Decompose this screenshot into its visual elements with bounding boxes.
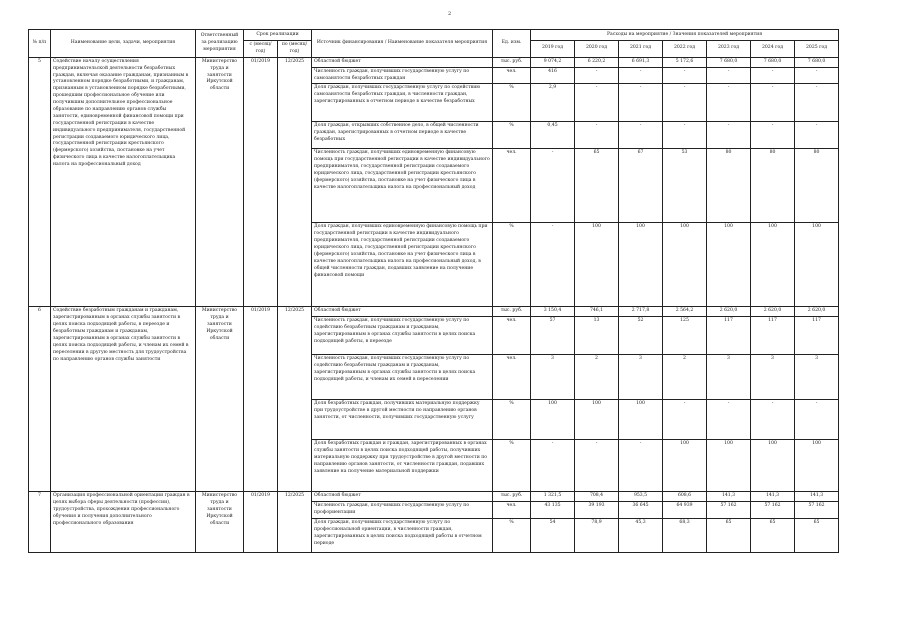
row-value: - — [531, 149, 575, 223]
row-value: - — [663, 84, 707, 122]
row-value: 141,3 — [707, 492, 751, 502]
row-value: - — [531, 440, 575, 492]
row-label: Доля безработных граждан и граждан, зарегистрированных в органах службы занятости в целях поиска подходящей работы, получивших материальную поддержку при трудоустройстве в другой местности по направлению органов занятости, от численности граждан, подавших заявление на получение материальной поддержки — [312, 440, 493, 492]
row-value: 64 939 — [663, 502, 707, 519]
header-responsible: Ответственный за реализацию мероприятия — [196, 30, 244, 58]
row-label: Численность граждан, получивших государственную услугу по содействию безработным гражданам и гражданам, зарегистрированным в органах службы занятости в целях поиска подходящей работы, в переезде — [312, 317, 493, 355]
row-value: 80 — [795, 149, 839, 223]
row-value: 57 162 — [795, 502, 839, 519]
row-value: 2 — [575, 355, 619, 400]
row-value: 416 — [531, 67, 575, 84]
row-unit: % — [493, 519, 531, 553]
row-label: Областной бюджет — [312, 492, 493, 502]
section-to: 12/2025 — [278, 57, 312, 307]
row-value: 7 680,0 — [707, 57, 751, 67]
row-label: Областной бюджет — [312, 57, 493, 67]
row-value: - — [751, 84, 795, 122]
row-value: 1 321,5 — [531, 492, 575, 502]
row-value: 100 — [575, 223, 619, 307]
row-value: - — [575, 440, 619, 492]
row-value: - — [751, 400, 795, 440]
row-value: - — [575, 122, 619, 149]
row-value: 45,3 — [619, 519, 663, 553]
row-unit: % — [493, 84, 531, 122]
row-value: 3 — [795, 355, 839, 400]
table-row — [29, 307, 839, 317]
row-value: - — [663, 122, 707, 149]
row-value: 100 — [531, 400, 575, 440]
row-value: - — [795, 67, 839, 84]
row-unit: чел. — [493, 355, 531, 400]
row-value: 3 — [531, 355, 575, 400]
row-value: 54 — [531, 519, 575, 553]
row-value: 2 620,0 — [795, 307, 839, 317]
row-value: 3 — [707, 355, 751, 400]
row-value: 100 — [663, 440, 707, 492]
row-unit: чел. — [493, 67, 531, 84]
row-value: - — [575, 84, 619, 122]
row-value: 141,3 — [751, 492, 795, 502]
row-value: 117 — [707, 317, 751, 355]
row-unit: % — [493, 122, 531, 149]
row-value: 0,45 — [531, 122, 575, 149]
row-value: 100 — [619, 223, 663, 307]
section-to: 12/2025 — [278, 492, 312, 553]
row-unit: % — [493, 223, 531, 307]
section-number: 6 — [29, 307, 51, 492]
row-value: - — [619, 122, 663, 149]
row-value: 100 — [751, 440, 795, 492]
row-value: - — [795, 84, 839, 122]
row-value: 608,6 — [663, 492, 707, 502]
row-value: 65 — [795, 519, 839, 553]
header-period: Срок реализации — [244, 30, 312, 41]
row-value: 953,5 — [619, 492, 663, 502]
section-name: Содействие началу осуществления предпринимательской деятельности безработных граждан, включая оказание гражданам, признанным в установленном порядке безработными, и гражданам, признанным в установленном порядке безработными, прошедшим профессиональное обучение или получившим дополнительное профессиональное образование по направлению органов службы занятости, единовременной финансовой помощи при государственной регистрации в качестве индивидуального предпринимателя, государственной регистрации создаваемого юридического лица, государственной регистрации крестьянского (фермерского) хозяйства, постановке на учет физического лица в качестве налогоплательщика налога на профессиональный доход — [51, 57, 196, 307]
table-row — [29, 57, 839, 67]
section-number: 7 — [29, 492, 51, 553]
section-from: 01/2019 — [244, 57, 278, 307]
program-table — [28, 29, 839, 553]
page-number: 2 — [448, 11, 452, 17]
header-year: 2021 год — [619, 41, 663, 58]
row-value: 2 — [663, 355, 707, 400]
header-source: Источник финансирования / Наименование показателя мероприятия — [312, 30, 493, 58]
row-value: - — [707, 67, 751, 84]
table-body — [29, 57, 839, 552]
section-name: Организация профессиональной ориентации граждан в целях выбора сферы деятельности (профессии), трудоустройства, прохождения профессионального обучения и получения дополнительного профессионального образования — [51, 492, 196, 553]
row-value: 65 — [575, 149, 619, 223]
row-value: 2 717,8 — [619, 307, 663, 317]
row-unit: тыс. руб. — [493, 492, 531, 502]
row-label: Доля граждан, получивших государственную услугу по профессиональной ориентации, в численности граждан, зарегистрированных в целях поиска подходящей работы в отчетном периоде — [312, 519, 493, 553]
row-value: 100 — [619, 400, 663, 440]
row-value: - — [751, 67, 795, 84]
row-value: 708,4 — [575, 492, 619, 502]
row-value: 6 691,3 — [619, 57, 663, 67]
row-value: 65 — [751, 519, 795, 553]
row-value: 65 — [707, 519, 751, 553]
row-value: - — [663, 67, 707, 84]
row-value: - — [795, 400, 839, 440]
row-label: Численность граждан, получивших государственную услугу по самозанятости безработных граждан — [312, 67, 493, 84]
section-from: 01/2019 — [244, 492, 278, 553]
row-value: 80 — [751, 149, 795, 223]
row-value: 100 — [795, 223, 839, 307]
row-value: 3 150,4 — [531, 307, 575, 317]
row-label: Доля граждан, получивших единовременную финансовую помощь при государственной регистрации в качестве индивидуального предпринимателя, государственной регистрации создаваемого юридического лица, государственной регистрации крестьянского (фермерского) хозяйства, постановке на учет физического лица в качестве налогоплательщика налога на профессиональный доход, в общей численности граждан, подавших заявление на получение финансовой помощи — [312, 223, 493, 307]
header-year: 2019 год — [531, 41, 575, 58]
row-value: 36 645 — [619, 502, 663, 519]
row-value: 141,3 — [795, 492, 839, 502]
section-responsible: Министерство труда и занятости Иркутской области — [196, 492, 244, 553]
row-value: 100 — [795, 440, 839, 492]
row-label: Численность граждан, получивших государственную услугу по профориентации — [312, 502, 493, 519]
row-value: - — [619, 67, 663, 84]
row-value: - — [707, 122, 751, 149]
row-unit: чел. — [493, 149, 531, 223]
header-name: Наименование цели, задачи, мероприятия — [51, 30, 196, 58]
row-unit: тыс. руб. — [493, 57, 531, 67]
row-value: 80 — [707, 149, 751, 223]
header-year: 2020 год — [575, 41, 619, 58]
row-value: 100 — [663, 223, 707, 307]
row-unit: тыс. руб. — [493, 307, 531, 317]
header-unit: Ед. изм. — [493, 30, 531, 58]
row-value: 2 564,2 — [663, 307, 707, 317]
row-value: 68,3 — [663, 519, 707, 553]
row-value: 117 — [751, 317, 795, 355]
row-label: Численность граждан, получивших единовременную финансовую помощь при государственной регистрации в качестве индивидуального предпринимателя, государственной регистрации создаваемого юридического лица, государственной регистрации крестьянского (фермерского) хозяйства, постановке на учет физического лица в качестве налогоплательщика налога на профессиональный доход — [312, 149, 493, 223]
row-value: 13 — [575, 317, 619, 355]
row-label: Областной бюджет — [312, 307, 493, 317]
row-value: 2 620,0 — [707, 307, 751, 317]
row-value: 53 — [663, 149, 707, 223]
row-value: - — [707, 400, 751, 440]
row-label: Доля граждан, открывших собственное дело, в общей численности граждан, зарегистрированных в отчетном периоде в качестве безработных — [312, 122, 493, 149]
row-value: - — [707, 84, 751, 122]
header-year: 2023 год — [707, 41, 751, 58]
row-value: 52 — [619, 317, 663, 355]
table-row — [29, 492, 839, 502]
header-volumes: Расходы на мероприятие / Значения показателей мероприятия — [531, 30, 839, 41]
header-year: 2022 год — [663, 41, 707, 58]
row-value: 7 680,0 — [751, 57, 795, 67]
section-to: 12/2025 — [278, 307, 312, 492]
row-value: 43 135 — [531, 502, 575, 519]
section-from: 01/2019 — [244, 307, 278, 492]
row-value: 3 — [751, 355, 795, 400]
section-name: Содействие безработным гражданам и гражданам, зарегистрированным в органах службы занятости в целях поиска подходящей работы, в переезде и безработным гражданам и гражданам, зарегистрированным в органах службы занятости в целях поиска подходящей работы, и членам их семей в переселении в другую местность для трудоустройства по направлению органов службы занятости — [51, 307, 196, 492]
row-value: 57 162 — [751, 502, 795, 519]
row-value: 5 172,6 — [663, 57, 707, 67]
row-unit: % — [493, 440, 531, 492]
row-value: 57 — [531, 317, 575, 355]
row-value: 2,9 — [531, 84, 575, 122]
row-value: 117 — [795, 317, 839, 355]
header-year: 2025 год — [795, 41, 839, 58]
row-value: 100 — [707, 223, 751, 307]
row-value: 6 220,2 — [575, 57, 619, 67]
row-value: 100 — [751, 223, 795, 307]
row-value: 2 620,0 — [751, 307, 795, 317]
header-year: 2024 год — [751, 41, 795, 58]
header-to: по (месяц/ год) — [278, 41, 312, 58]
row-value: 78,9 — [575, 519, 619, 553]
row-value: 746,1 — [575, 307, 619, 317]
row-label: Доля безработных граждан, получивших материальную поддержку при трудоустройстве в другой местности по направлению органов занятости, от численности, получивших государственную услугу — [312, 400, 493, 440]
row-unit: чел. — [493, 502, 531, 519]
row-value: - — [795, 122, 839, 149]
row-value: 57 162 — [707, 502, 751, 519]
row-label: Численность граждан, получивших государственную услугу по содействию безработным гражданам и гражданам, зарегистрированным в органах службы занятости в целях поиска подходящей работы, и членам их семей в переселении — [312, 355, 493, 400]
row-value: 100 — [575, 400, 619, 440]
row-value: - — [751, 122, 795, 149]
row-value: 3 — [619, 355, 663, 400]
row-unit: % — [493, 400, 531, 440]
row-label: Доля граждан, получивших государственную услугу по содействию самозанятости безработных граждан, в численности граждан, зарегистрированных в отчетном периоде в качестве безработных — [312, 84, 493, 122]
row-unit: чел. — [493, 317, 531, 355]
row-value: - — [575, 67, 619, 84]
header-no: № п/п — [29, 30, 51, 58]
row-value: - — [619, 440, 663, 492]
header-from: с (месяц/ год) — [244, 41, 278, 58]
row-value: 7 680,0 — [795, 57, 839, 67]
section-responsible: Министерство труда и занятости Иркутской области — [196, 57, 244, 307]
section-number: 5 — [29, 57, 51, 307]
row-value: 9 074,2 — [531, 57, 575, 67]
row-value: 125 — [663, 317, 707, 355]
row-value: - — [663, 400, 707, 440]
row-value: 39 193 — [575, 502, 619, 519]
row-value: 100 — [707, 440, 751, 492]
row-value: - — [619, 84, 663, 122]
section-responsible: Министерство труда и занятости Иркутской области — [196, 307, 244, 492]
row-value: 67 — [619, 149, 663, 223]
row-value: - — [531, 223, 575, 307]
